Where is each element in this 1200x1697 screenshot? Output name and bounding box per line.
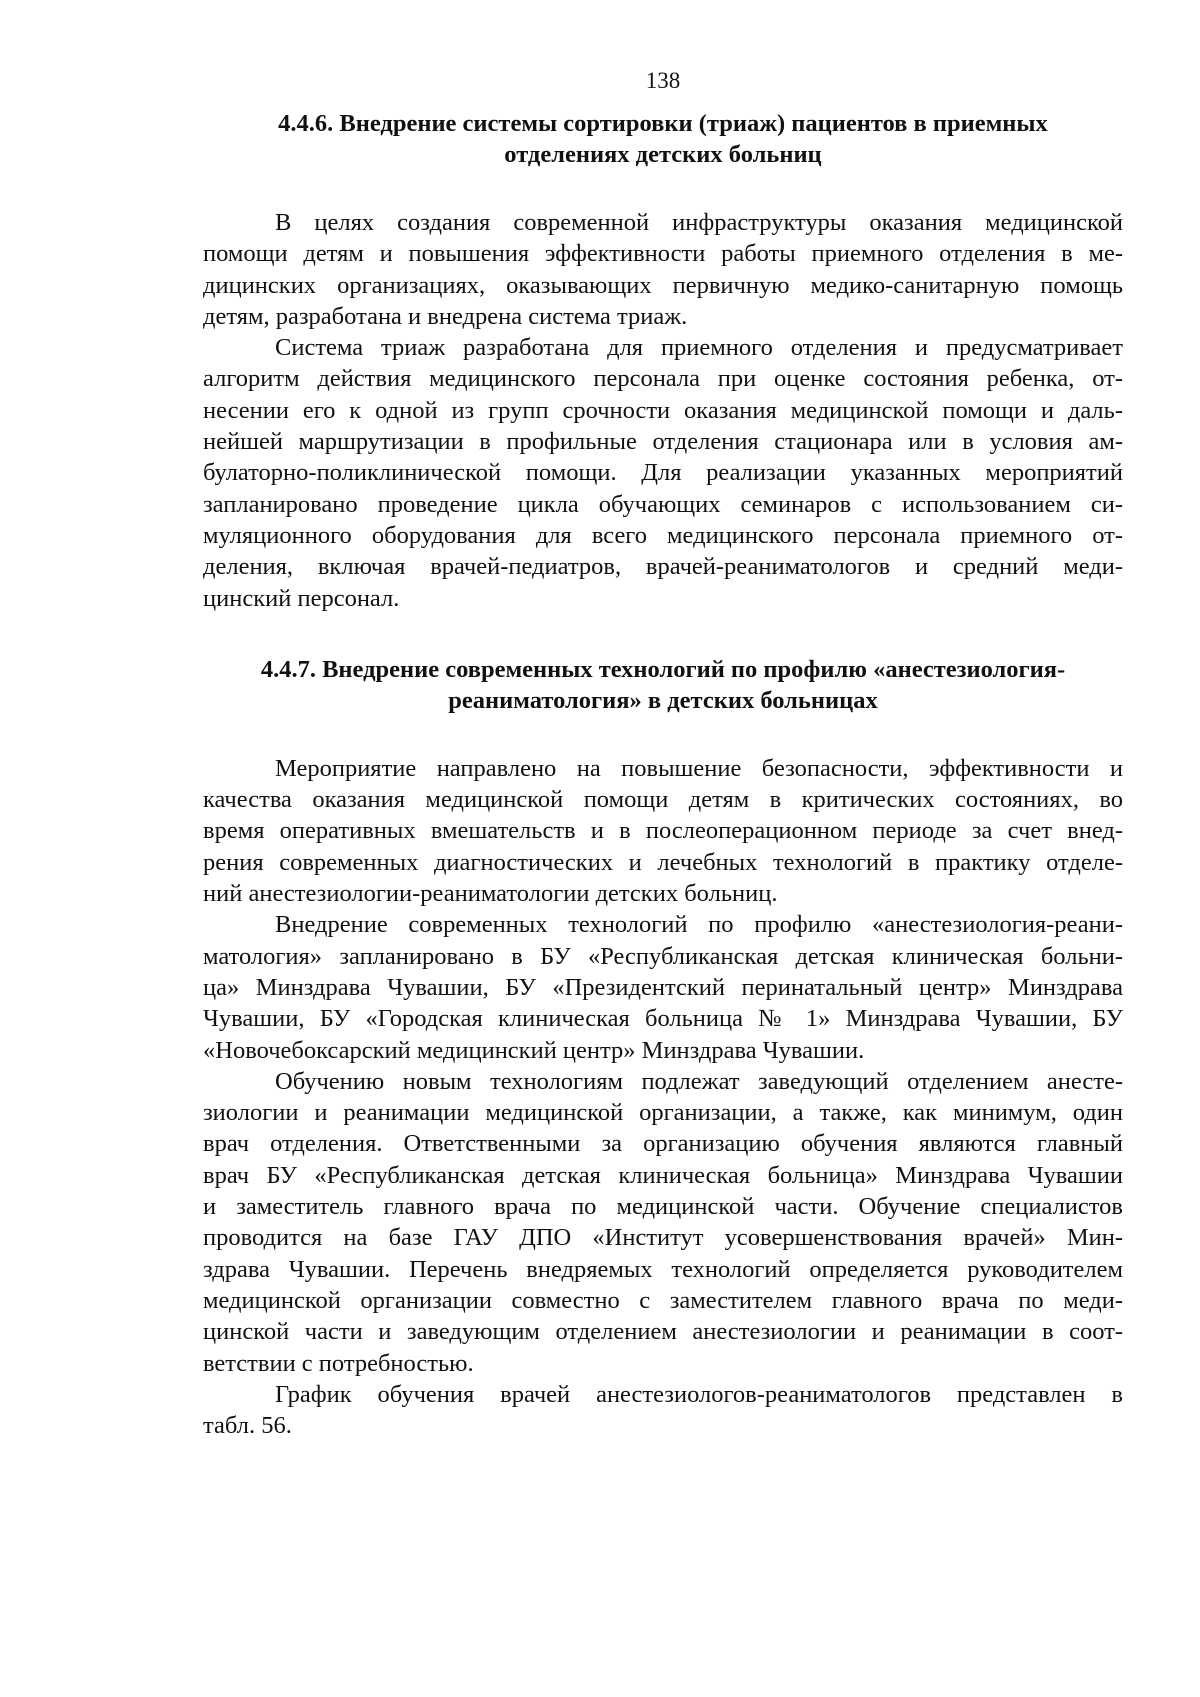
text-line: здрава Чувашии. Перечень внедряемых технологий определяется руководителем <box>203 1255 1123 1283</box>
text-line: цинский персонал. <box>203 584 400 612</box>
text-line: врач БУ «Республиканская детская клиническая больница» Минздрава Чувашии <box>203 1161 1123 1189</box>
section-body <box>203 753 1123 1442</box>
text-line: качества оказания медицинской помощи детям в критических состояниях, во <box>203 786 1123 814</box>
text-line: муляционного оборудования для всего медицинского персонала приемного от- <box>203 521 1123 549</box>
text-line: Чувашии, БУ «Городская клиническая больница № 1» Минздрава Чувашии, БУ <box>203 1005 1123 1033</box>
section-body <box>203 207 1123 614</box>
text-line: запланировано проведение цикла обучающих семинаров с использованием си- <box>203 490 1123 518</box>
section-heading <box>203 654 1123 716</box>
heading-line: 4.4.7. Внедрение современных технологий по профилю «анестезиология- <box>260 655 1066 683</box>
text-line: «Новочебоксарский медицинский центр» Минздрава Чувашии. <box>203 1036 865 1064</box>
text-line: медицинской организации совместно с заместителем главного врача по меди- <box>203 1286 1123 1314</box>
heading-line: 4.4.6. Внедрение системы сортировки (триаж) пациентов в приемных <box>278 110 1048 137</box>
text-line: Мероприятие направлено на повышение безопасности, эффективности и <box>275 754 1123 782</box>
text-line: табл. 56. <box>203 1412 292 1440</box>
text-line: В целях создания современной инфраструктуры оказания медицинской <box>275 209 1123 236</box>
text-line: несении его к одной из групп срочности оказания медицинской помощи и даль- <box>203 396 1123 424</box>
text-line: проводится на базе ГАУ ДПО «Институт усовершенствования врачей» Мин- <box>203 1224 1123 1252</box>
text-line: Обучению новым технологиям подлежат заведующий отделением анесте- <box>275 1067 1123 1095</box>
text-line: цинской части и заведующим отделением анестезиологии и реанимации в соот- <box>203 1318 1123 1346</box>
section-4-4-7 <box>203 654 1123 1442</box>
text-line: деления, включая врачей-педиатров, врачей-реаниматологов и средний меди- <box>203 553 1123 581</box>
page-number: 138 <box>645 68 681 93</box>
section-4-4-6 <box>203 108 1123 614</box>
text-line: булаторно-поликлинической помощи. Для реализации указанных мероприятий <box>203 459 1123 487</box>
text-line: помощи детям и повышения эффективности работы приемного отделения в ме- <box>203 240 1123 268</box>
text-line: время оперативных вмешательств и в послеоперационном периоде за счет внед- <box>203 817 1123 845</box>
heading-line: реаниматология» в детских больницах <box>448 686 878 714</box>
paragraph <box>203 1066 1123 1379</box>
heading-line: отделениях детских больниц <box>504 141 822 168</box>
text-line: График обучения врачей анестезиологов-реаниматологов представлен в <box>275 1380 1123 1408</box>
text-line: Система триаж разработана для приемного отделения и предусматривает <box>275 334 1123 362</box>
text-line: алгоритм действия медицинского персонала при оценке состояния ребенка, от- <box>203 365 1123 393</box>
text-line: ветствии с потребностью. <box>203 1349 474 1377</box>
text-line: Внедрение современных технологий по профилю «анестезиология-реани- <box>275 911 1123 939</box>
text-line: ний анестезиологии-реаниматологии детских больниц. <box>203 880 778 908</box>
paragraph <box>203 207 1123 332</box>
paragraph <box>203 753 1123 909</box>
paragraph <box>203 332 1123 614</box>
paragraph <box>203 909 1123 1065</box>
text-line: детям, разработана и внедрена система триаж. <box>203 302 688 330</box>
text-line: нейшей маршрутизации в профильные отделения стационара или в условия ам- <box>203 428 1123 456</box>
text-line: врач отделения. Ответственными за организацию обучения являются главный <box>203 1130 1123 1158</box>
paragraph <box>203 1379 1123 1442</box>
text-line: и заместитель главного врача по медицинской части. Обучение специалистов <box>203 1193 1123 1221</box>
text-line: матология» запланировано в БУ «Республиканская детская клиническая больни- <box>203 942 1123 970</box>
section-heading <box>203 108 1123 170</box>
text-line: рения современных диагностических и лечебных технологий в практику отделе- <box>203 848 1123 876</box>
document-page <box>203 68 1123 1441</box>
text-line: ца» Минздрава Чувашии, БУ «Президентский перинатальный центр» Минздрава <box>203 973 1123 1001</box>
text-line: зиологии и реанимации медицинской организации, а также, как минимум, один <box>203 1099 1123 1127</box>
text-line: дицинских организациях, оказывающих первичную медико-санитарную помощь <box>203 271 1123 299</box>
